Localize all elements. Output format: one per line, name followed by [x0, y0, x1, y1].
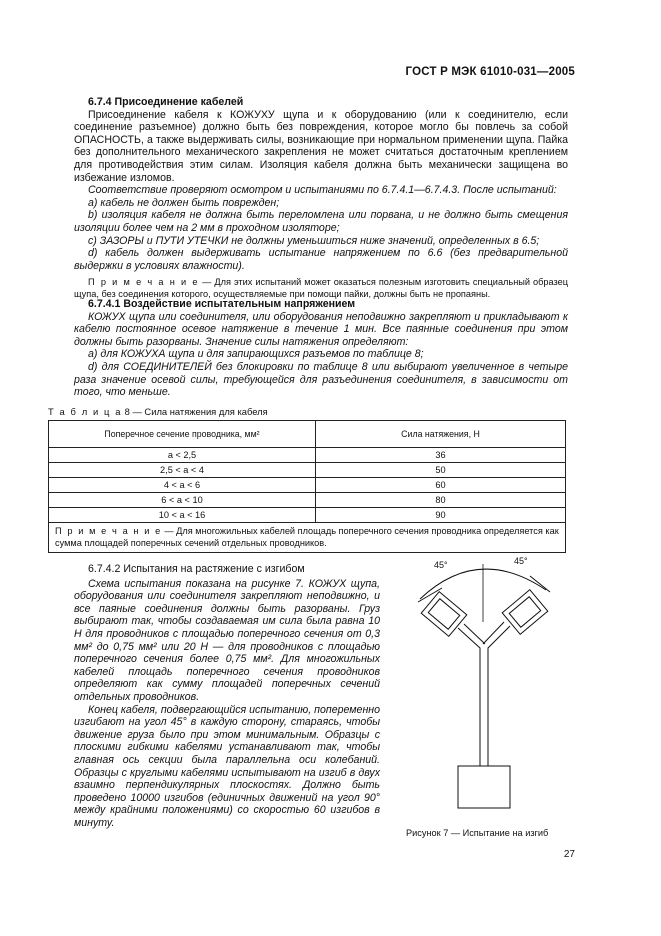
cross-section-cell: 10 < a < 16 [49, 508, 316, 523]
section-6-7-4-1 [74, 298, 568, 399]
table-title [48, 406, 268, 417]
table-title-label: Т а б л и ц а [48, 406, 123, 417]
left-cable [458, 628, 480, 766]
paragraph: КОЖУХ щупа или соединителя, или оборудования неподвижно закрепляют и прикладывают к кабелю постоянное осевое натяжение в течение 1 мин. Все паянные соединения при этом должны быть разорваны. Значение силы натяжения определяют: [74, 310, 568, 348]
note-text: — Для этих испытаний может оказаться полезным изготовить специальный образец щупа, без соединения которого, осуществляемые при помощи пайки, должны быть не пропаяны. [74, 277, 568, 300]
compliance-paragraph: Соответствие проверяют осмотром и испытаниями по 6.7.4.1—6.7.4.3. После испытаний: [88, 184, 557, 197]
force-cell: 50 [316, 463, 566, 478]
table-title-text: 8 — Сила натяжения для кабеля [122, 406, 268, 417]
page-number: 27 [563, 849, 575, 860]
bending-test-figure [396, 552, 584, 824]
note-label: П р и м е ч а н и е [88, 277, 200, 288]
table-row [49, 508, 566, 523]
table-note [49, 523, 566, 553]
column-header: Поперечное сечение проводника, мм² [49, 421, 316, 448]
document-id: ГОСТ Р МЭК 61010-031—2005 [405, 66, 575, 78]
tension-table [48, 420, 566, 553]
cross-section-cell: 6 < a < 10 [49, 493, 316, 508]
angle-label-right: 45° [514, 556, 528, 566]
paragraph: Присоединение кабеля к КОЖУХУ щупа и к оборудованию (или к соединителю, если соединение разъемное) должно быть без повреждения, которое могло бы повлечь за собой ОПАСНОСТЬ, а также выдерживать силы, возникающие при нормальном применении щупа. Пайка без дополнительного механического закрепления не может считаться достаточным креплением для противодействия этим силам. Изоляция кабеля должна быть механически защищена во избежание изломов. [74, 108, 568, 184]
table-row [49, 478, 566, 493]
heading-6-7-4-1: 6.7.4.1 Воздействие испытательным напряжением [88, 298, 356, 310]
right-cable [488, 626, 510, 766]
left-cable-inner [464, 624, 485, 644]
cross-section-cell: 2,5 < a < 4 [49, 463, 316, 478]
table-row [49, 463, 566, 478]
paragraph: Конец кабеля, подвергающийся испытанию, попеременно изгибают на угол 45° в каждую сторону, стараясь, чтобы движение груза было при этом минимальным. Образцы с плоскими гибкими кабелями устанавливают так, чтобы главная ось секции была параллельна оси колебаний. Образцы с круглыми кабелями испытывают на изгиб в двух взаимно перпендикулярных плоскостях. Должно быть проведено 10000 изгибов (единичных движений на угол 90° между крайними положениями) со скоростью 60 изгибов в минуту. [74, 703, 380, 829]
table-header-row [49, 421, 566, 448]
heading-6-7-4-2: 6.7.4.2 Испытания на растяжение с изгибом [88, 563, 305, 575]
note-label: П р и м е ч а н и е [55, 526, 162, 536]
list-item: d) кабель должен выдерживать испытание напряжением по 6.6 (без предварительной выдержки в условиях влажности). [74, 247, 568, 272]
paragraph: Схема испытания показана на рисунке 7. КОЖУХ щупа, оборудования или соединителя закрепляют неподвижно, и все паяные соединения должны быть разорваны. Груз выбирают так, чтобы создаваемая им сила была равна 10 Н для проводников с площадью поперечного сечения от 0,3 мм² до 0,75 мм² или 20 Н — для проводников с площадью поперечного сечения более 0,75 мм². Для многожильных кабелей площадь поперечного сечения проводников определяют как сумму площадей поперечных сечений отдельных проводников. [74, 577, 380, 703]
force-cell: 80 [316, 493, 566, 508]
weight-block [458, 766, 510, 808]
section-6-7-4 [74, 96, 568, 300]
right-cable-inner [483, 622, 504, 644]
list-item: d) для СОЕДИНИТЕЛЕЙ без блокировки по таблице 8 или выбирают увеличенное в четыре раза значение осевой силы, требующейся для разъединения соединителя, в зависимости от того, что меньше. [74, 360, 568, 399]
column-header: Сила натяжения, Н [316, 421, 566, 448]
list-item: а) для КОЖУХА щупа и для запирающихся разъемов по таблице 8; [88, 348, 424, 361]
right-extension-line [530, 576, 550, 592]
list-item: b) изоляция кабеля не должна быть переломлена или порвана, и не должно быть смещения изоляции более чем на 2 мм в проходном изоляторе; [74, 209, 568, 234]
force-cell: 60 [316, 478, 566, 493]
cross-section-cell: a < 2,5 [49, 448, 316, 463]
heading-6-7-4: 6.7.4 Присоединение кабелей [88, 96, 244, 108]
force-cell: 36 [316, 448, 566, 463]
table-note-row [49, 523, 566, 553]
table-row [49, 493, 566, 508]
cross-section-cell: 4 < a < 6 [49, 478, 316, 493]
list-item: а) кабель не должен быть поврежден; [88, 196, 280, 209]
section-6-7-4-2 [74, 563, 380, 829]
angle-label-left: 45° [434, 560, 448, 570]
list-item: c) ЗАЗОРЫ и ПУТИ УТЕЧКИ не должны уменьшиться ниже значений, определенных в 6.5; [88, 234, 540, 247]
note [74, 276, 568, 300]
force-cell: 90 [316, 508, 566, 523]
table-row [49, 448, 566, 463]
figure-caption: Рисунок 7 — Испытание на изгиб [406, 828, 549, 838]
note-text: — Для многожильных кабелей площадь поперечного сечения проводника определяется как сумма площадей поперечных сечений отдельных проводников. [55, 526, 559, 548]
